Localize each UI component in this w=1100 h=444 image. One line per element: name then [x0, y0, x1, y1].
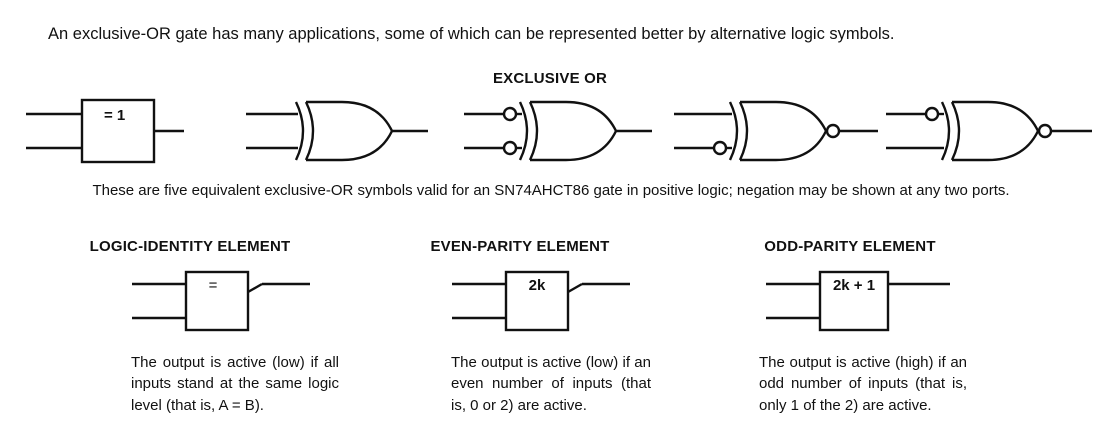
exclusive-or-caption: These are five equivalent exclusive-OR symbols valid for an SN74AHCT86 gate in positive logic; negation may be shown at any two ports. [92, 182, 1010, 199]
odd-parity-element-symbol [750, 262, 970, 346]
odd-parity-symbol-label: 2k + 1 [832, 277, 876, 294]
logic-identity-element-description: The output is active (low) if all inputs stand at the same logic level (that is, A = B). [131, 354, 339, 414]
rectangular-xor-label: = 1 [104, 107, 126, 124]
even-parity-element-description: The output is active (low) if an even number of inputs (that is, 0 or 2) are active. [451, 354, 651, 414]
even-parity-element-symbol [430, 262, 650, 346]
logic-identity-element-title: LOGIC-IDENTITY ELEMENT [89, 238, 291, 255]
xnor-symbol-negated-output [884, 92, 1094, 174]
distinctive-xor-symbol [238, 92, 428, 174]
odd-parity-element-title: ODD-PARITY ELEMENT [764, 238, 936, 255]
xor-symbol-negated-input-output [672, 92, 878, 174]
logic-identity-element-symbol [110, 262, 330, 346]
exclusive-or-title: EXCLUSIVE OR [492, 70, 608, 87]
intro-paragraph: An exclusive-OR gate has many applications, some of which can be represented better by alternative logic symbols. [48, 24, 895, 43]
odd-parity-element-description: The output is active (high) if an odd number of inputs (that is, only 1 of the 2) are active. [759, 354, 967, 414]
even-parity-element-title: EVEN-PARITY ELEMENT [430, 238, 610, 255]
logic-identity-symbol-label: = [208, 277, 218, 294]
rectangular-xor-symbol [14, 92, 184, 174]
even-parity-symbol-label: 2k [528, 277, 546, 294]
exclusive-or-symbol-row [0, 92, 1100, 174]
xor-symbol-negated-inputs [462, 92, 652, 174]
